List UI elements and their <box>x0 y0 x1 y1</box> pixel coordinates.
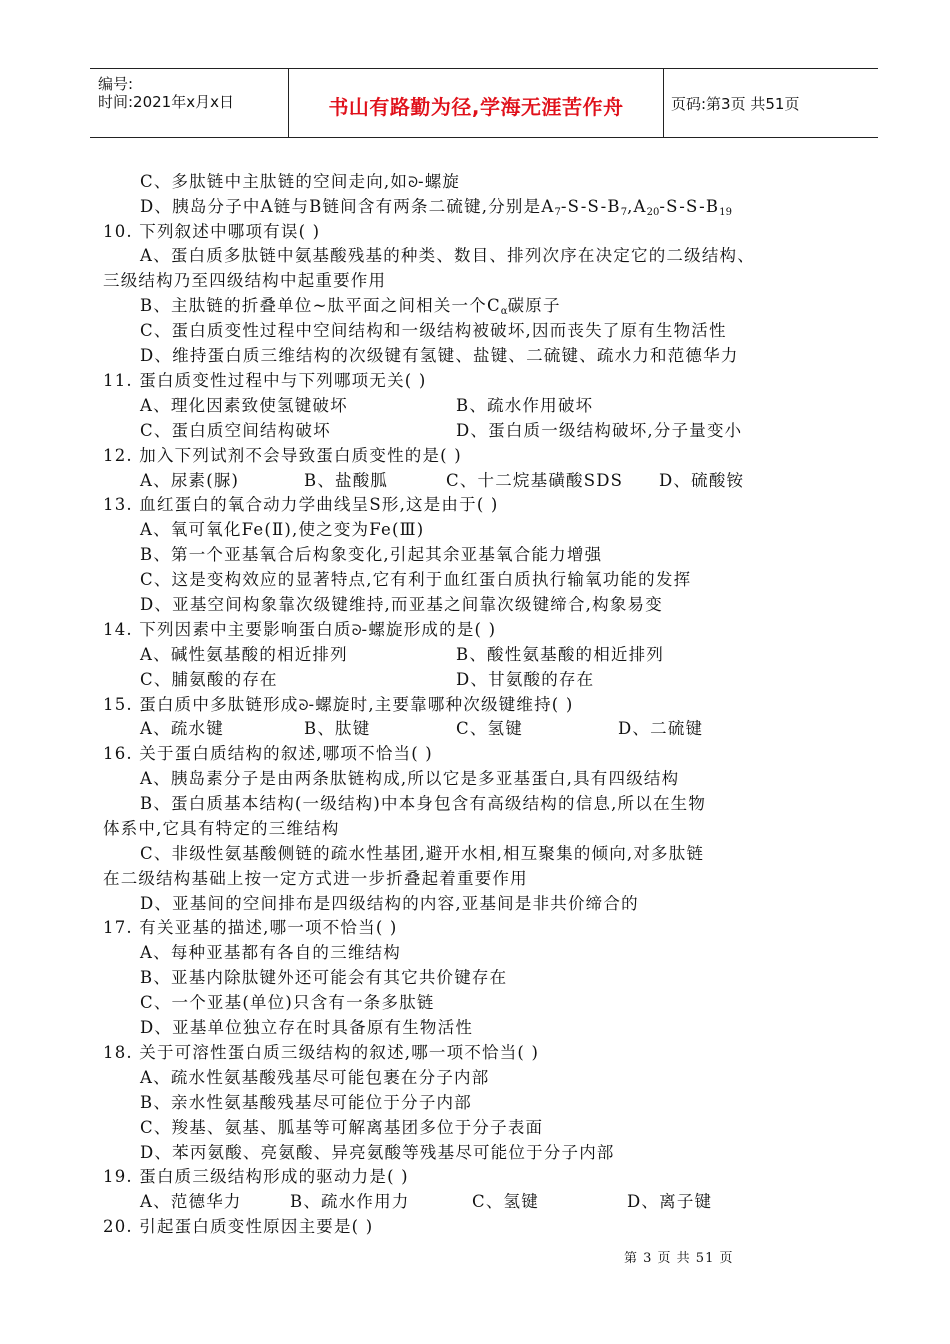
alpha-helix-icon: ᘐ <box>408 175 418 191</box>
wrapped-line: 在二级结构基础上按一定方式进一步折叠起着重要作用 <box>103 869 528 888</box>
question-line: 18. 关于可溶性蛋白质三级结构的叙述,哪一项不恰当( ) <box>103 1043 540 1062</box>
header-meta-cell <box>90 69 288 137</box>
question-line: 12. 加入下列试剂不会导致蛋白质变性的是( ) <box>103 446 462 465</box>
option-line: B、亚基内除肽键外还可能会有其它共价键存在 <box>140 968 508 987</box>
option-line: C、脯氨酸的存在 D、甘氨酸的存在 <box>140 670 595 689</box>
header-page-cell <box>663 69 878 137</box>
option-line: A、胰岛素分子是由两条肽链构成,所以它是多亚基蛋白,具有四级结构 <box>140 769 680 788</box>
option-line: C、多肽链中主肽链的空间走向,如ᘐ-螺旋 <box>140 172 461 191</box>
question-line: 13. 血红蛋白的氧合动力学曲线呈S形,这是由于( ) <box>103 495 499 514</box>
wrapped-line: 体系中,它具有特定的三维结构 <box>103 819 340 838</box>
question-line: 19. 蛋白质三级结构形成的驱动力是( ) <box>103 1167 409 1186</box>
question-line: 10. 下列叙述中哪项有误( ) <box>103 222 321 241</box>
option-line: C、羧基、氨基、胍基等可解离基团多位于分子表面 <box>140 1118 544 1137</box>
option-line: C、非级性氨基酸侧链的疏水性基团,避开水相,相互聚集的倾向,对多肽链 <box>140 844 705 863</box>
option-line: D、胰岛分子中A链与B链间含有两条二硫键,分别是$A_7-S-S-B_7,A_{20}-S-S-B_{19}$ <box>140 197 732 218</box>
question-line: 14. 下列因素中主要影响蛋白质ᘐ-螺旋形成的是( ) <box>103 620 497 639</box>
option-line: C、蛋白质变性过程中空间结构和一级结构被破坏,因而丧失了原有生物活性 <box>140 321 727 340</box>
page-footer: 第 3 页 共 51 页 <box>624 1251 734 1266</box>
header-motto-cell <box>288 69 664 137</box>
option-line: A、尿素(脲) B、盐酸胍 C、十二烷基磺酸SDS D、硫酸铵 <box>140 471 745 490</box>
option-line: D、亚基单位独立存在时具备原有生物活性 <box>140 1018 474 1037</box>
option-line: A、每种亚基都有各自的三维结构 <box>140 943 401 962</box>
alpha-helix-icon: ᘐ <box>298 698 309 714</box>
option-line: A、疏水键 B、肽键 C、氢键 D、二硫键 <box>140 719 704 738</box>
option-line: C、一个亚基(单位)只含有一条多肽链 <box>140 993 435 1012</box>
option-line: A、疏水性氨基酸残基尽可能包裹在分子内部 <box>140 1068 490 1087</box>
option-line: B、主肽链的折叠单位~肽平面之间相关一个$C_\alpha$碳原子 <box>140 296 561 317</box>
option-line: A、蛋白质多肽链中氨基酸残基的种类、数目、排列次序在决定它的二级结构、 <box>140 246 755 265</box>
option-line: A、理化因素致使氢键破坏 B、疏水作用破坏 <box>140 396 594 415</box>
option-line: C、这是变构效应的显著特点,它有利于血红蛋白质执行输氧功能的发挥 <box>140 570 692 589</box>
option-line: B、蛋白质基本结构(一级结构)中本身包含有高级结构的信息,所以在生物 <box>140 794 707 813</box>
question-line: 16. 关于蛋白质结构的叙述,哪项不恰当( ) <box>103 744 433 763</box>
option-line: C、蛋白质空间结构破坏 D、蛋白质一级结构破坏,分子量变小 <box>140 421 743 440</box>
alpha-helix-icon: ᘐ <box>351 623 362 639</box>
header-page-number: 页码:第3页 共51页 <box>671 95 800 113</box>
option-line: D、苯丙氨酸、亮氨酸、异亮氨酸等残基尽可能位于分子内部 <box>140 1143 615 1162</box>
option-line: D、亚基间的空间排布是四级结构的内容,亚基间是非共价缔合的 <box>140 894 639 913</box>
option-line: B、第一个亚基氧合后构象变化,引起其余亚基氧合能力增强 <box>140 545 603 564</box>
page-header <box>90 68 878 138</box>
option-line: A、范德华力 B、疏水作用力 C、氢键 D、离子键 <box>140 1192 713 1211</box>
question-line: 11. 蛋白质变性过程中与下列哪项无关( ) <box>103 371 427 390</box>
question-line: 17. 有关亚基的描述,哪一项不恰当( ) <box>103 918 398 937</box>
document-time-label: 时间:2021年x月x日 <box>98 93 234 111</box>
option-line: D、亚基空间构象靠次级键维持,而亚基之间靠次级键缔合,构象易变 <box>140 595 663 614</box>
question-line: 15. 蛋白质中多肽链形成ᘐ-螺旋时,主要靠哪种次级键维持( ) <box>103 695 574 714</box>
document-number-label: 编号: <box>98 75 134 93</box>
wrapped-line: 三级结构乃至四级结构中起重要作用 <box>103 271 387 290</box>
question-line: 20. 引起蛋白质变性原因主要是( ) <box>103 1217 374 1236</box>
option-line: A、氧可氧化Fe(Ⅱ),使之变为Fe(Ⅲ) <box>140 520 425 539</box>
header-motto: 书山有路勤为径,学海无涯苦作舟 <box>328 95 624 119</box>
option-line: A、碱性氨基酸的相近排列 B、酸性氨基酸的相近排列 <box>140 645 665 664</box>
option-line: D、维持蛋白质三维结构的次级键有氢键、盐键、二硫键、疏水力和范德华力 <box>140 346 739 365</box>
option-line: B、亲水性氨基酸残基尽可能位于分子内部 <box>140 1093 472 1112</box>
